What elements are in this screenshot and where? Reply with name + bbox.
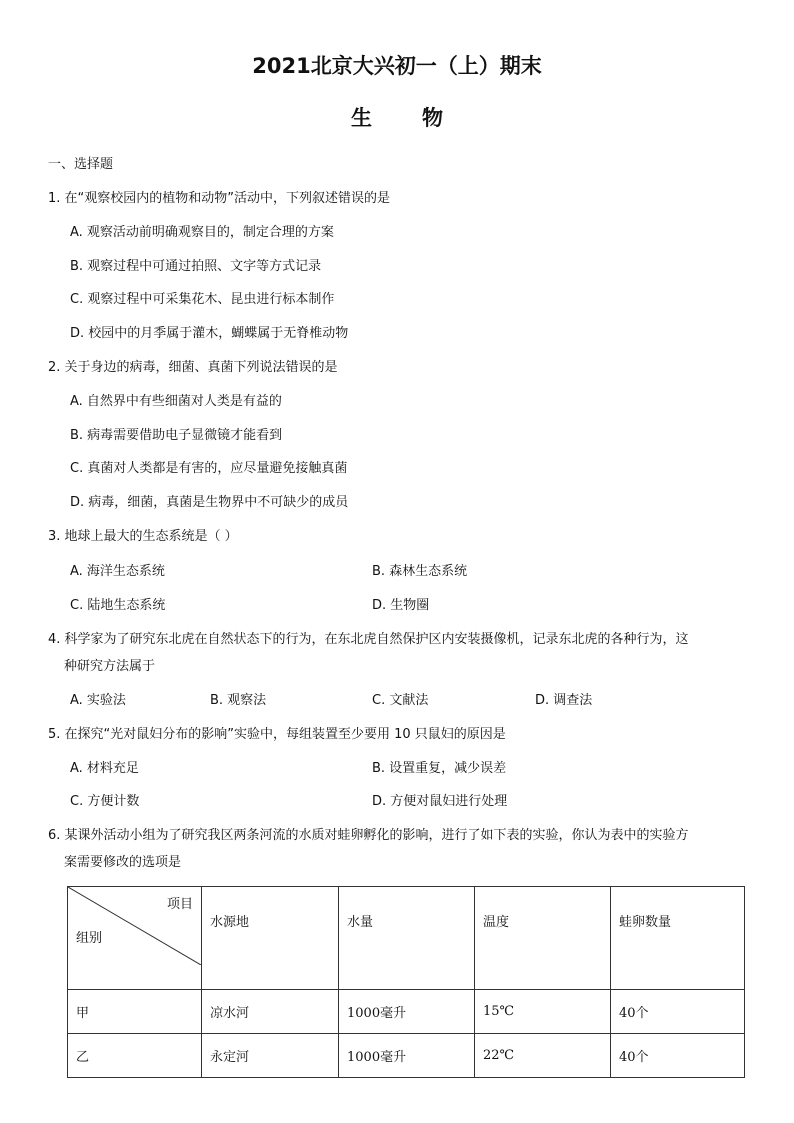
question-3-option-a: A. 海洋生态系统 <box>70 564 165 579</box>
table-cell: 乙 <box>68 1034 202 1078</box>
table-cell: 40个 <box>611 990 745 1034</box>
question-3-stem: 3. 地球上最大的生态系统是（ ） <box>48 529 238 544</box>
question-1-option-b: B. 观察过程中可通过拍照、文字等方式记录 <box>70 259 322 274</box>
table-row <box>68 990 745 1034</box>
question-6-stem-continued: 案需要修改的选项是 <box>64 855 182 870</box>
table-cell: 15℃ <box>475 990 611 1034</box>
question-1-option-a: A. 观察活动前明确观察目的，制定合理的方案 <box>70 225 334 240</box>
question-2-stem: 2. 关于身边的病毒，细菌、真菌下列说法错误的是 <box>48 360 338 375</box>
question-3-option-d: D. 生物圈 <box>372 598 430 613</box>
question-3-option-b: B. 森林生态系统 <box>372 564 468 579</box>
question-4-stem: 4. 科学家为了研究东北虎在自然状态下的行为，在东北虎自然保护区内安装摄像机，记录东北虎的各种行为，这 <box>48 632 689 647</box>
table-header-row <box>68 887 745 990</box>
subject-title: 生物 <box>351 106 493 130</box>
table-cell: 22℃ <box>475 1034 611 1078</box>
table-header-cell: 水量 <box>339 887 475 990</box>
table-corner-cell <box>68 887 202 990</box>
table-header-cell: 蛙卵数量 <box>611 887 745 990</box>
question-4-option-b: B. 观察法 <box>210 693 267 708</box>
experiment-table <box>67 886 745 1078</box>
question-5-option-b: B. 设置重复，减少误差 <box>372 761 507 776</box>
question-4-option-d: D. 调查法 <box>535 693 593 708</box>
question-5-option-d: D. 方便对鼠妇进行处理 <box>372 794 508 809</box>
table-cell: 凉水河 <box>202 990 339 1034</box>
table-cell: 甲 <box>68 990 202 1034</box>
table-cell: 永定河 <box>202 1034 339 1078</box>
question-5-stem: 5. 在探究“光对鼠妇分布的影响”实验中，每组装置至少要用 10 只鼠妇的原因是 <box>48 727 506 742</box>
question-2-option-d: D. 病毒，细菌，真菌是生物界中不可缺少的成员 <box>70 495 349 510</box>
table-cell: 1000毫升 <box>339 1034 475 1078</box>
question-2-option-a: A. 自然界中有些细菌对人类是有益的 <box>70 394 282 409</box>
table-cell: 1000毫升 <box>339 990 475 1034</box>
corner-label-item: 项目 <box>166 897 193 912</box>
corner-label-group: 组别 <box>76 931 103 946</box>
question-2-option-b: B. 病毒需要借助电子显微镜才能看到 <box>70 428 283 443</box>
question-1-option-d: D. 校园中的月季属于灌木，蝴蝶属于无脊椎动物 <box>70 326 349 341</box>
question-1-stem: 1. 在“观察校园内的植物和动物”活动中，下列叙述错误的是 <box>48 191 391 206</box>
question-4-stem-continued: 种研究方法属于 <box>64 659 156 674</box>
table-row <box>68 1034 745 1078</box>
question-4-option-a: A. 实验法 <box>70 693 126 708</box>
question-3-option-c: C. 陆地生态系统 <box>70 598 166 613</box>
exam-title: 2021北京大兴初一（上）期末 <box>252 54 542 78</box>
question-5-option-c: C. 方便计数 <box>70 794 140 809</box>
question-5-option-a: A. 材料充足 <box>70 761 139 776</box>
question-2-option-c: C. 真菌对人类都是有害的，应尽量避免接触真菌 <box>70 461 348 476</box>
table-cell: 40个 <box>611 1034 745 1078</box>
question-4-option-c: C. 文献法 <box>372 693 429 708</box>
table-header-cell: 水源地 <box>202 887 339 990</box>
question-6-stem: 6. 某课外活动小组为了研究我区两条河流的水质对蛙卵孵化的影响，进行了如下表的实验，你认为表中的实验方 <box>48 828 689 843</box>
table-header-cell: 温度 <box>475 887 611 990</box>
section-heading: 一、选择题 <box>48 157 114 172</box>
question-1-option-c: C. 观察过程中可采集花木、昆虫进行标本制作 <box>70 292 335 307</box>
